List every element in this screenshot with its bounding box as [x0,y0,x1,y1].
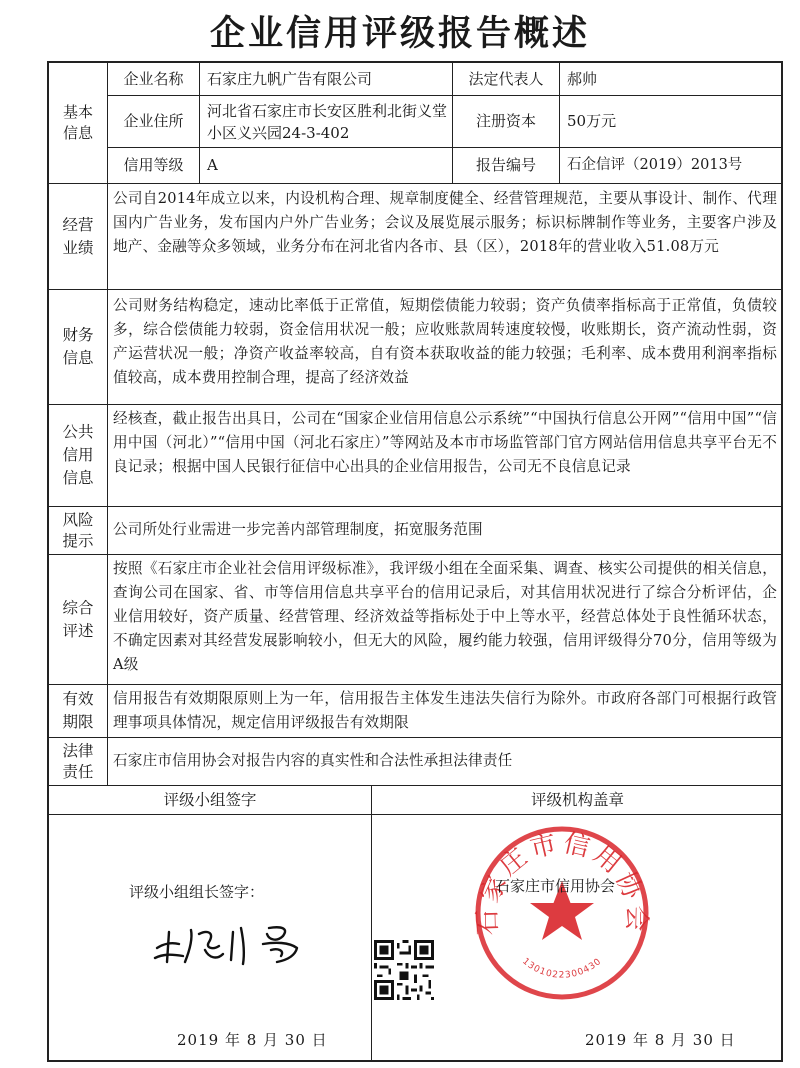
grade-label: 信用等级 [123,156,184,174]
rating-team-signature-header: 评级小组签字 [163,790,257,809]
basic-info-label: 基本 信息 [62,103,93,142]
section-divider [49,404,783,405]
validity-label: 有效 期限 [62,690,94,731]
agency-name: 石家庄市信用协会 [495,877,616,895]
business-label: 经营 业绩 [62,215,94,257]
company-name-label: 企业名称 [123,69,184,88]
business-text: 公司自2014年成立以来，内设机构合理、规章制度健全、经营管理规范，主要从事设计、制作、代理国内广告业务，发布国内户外广告业务；会议及展览展示服务；标识标牌制作等业务，主要客户涉及地产、金融等众多领域，业务分布在河北省内各市、县（区），2018年的营业收入51.08万元 [113,190,777,255]
svg-text:石家庄市信用协会: 石家庄市信用协会 [472,828,652,936]
handwritten-signature [149,918,319,968]
public-credit-text: 经核查，截止报告出具日，公司在“国家企业信用信息公示系统”“中国执行信息公开网”“信用中国”“信用中国（河北）”“信用中国（河北石家庄）”等网站及本市市场监管部门官方网站信用信息共享平台无不良记录；根据中国人民银行征信中心出具的企业信用报告，公司无不良信息记录 [113,410,777,475]
address-value: 河北省石家庄市长安区胜利北街义堂小区义兴园24-3-402 [207,101,448,142]
section-divider [49,684,783,685]
column-divider [559,63,560,183]
agency-seal-date: 2019 年 8 月 30 日 [585,1031,736,1049]
section-divider [49,289,783,290]
svg-text:1301022300430: 1301022300430 [520,956,604,981]
team-signature-date: 2019 年 8 月 30 日 [177,1031,328,1049]
report-no-label: 报告编号 [475,156,536,174]
agency-seal-header: 评级机构盖章 [530,790,624,809]
finance-text: 公司财务结构稳定，速动比率低于正常值，短期偿债能力较弱；资产负债率指标高于正常值，负债较多，综合偿债能力较弱，资金信用状况一般；应收账款周转速度较慢，收账期长，资产流动性弱，资产运营状况一般；净资产收益率较高，自有资本获取收益的能力较强；毛利率、成本费用利润率指标值较高，成本费用控制合理，提高了经济效益 [113,297,777,386]
section-divider [49,554,783,555]
section-divider [49,506,783,507]
signature-column-divider [371,785,372,1062]
legal-text: 石家庄市信用协会对报告内容的真实性和合法性承担法律责任 [113,752,513,769]
capital-value: 50万元 [567,112,617,130]
risk-label: 风险 提示 [62,510,94,550]
team-leader-signature-label: 评级小组组长签字： [129,883,265,901]
signature-header-divider [49,814,783,815]
capital-label: 注册资本 [475,112,536,130]
legal-rep-value: 郝帅 [567,69,598,88]
company-name-value: 石家庄九帆广告有限公司 [207,69,373,88]
report-no-value: 石企信评（2019）2013号 [567,157,743,173]
document-title: 企业信用评级报告概述 [209,14,590,54]
legal-rep-label: 法定代表人 [468,69,544,88]
finance-label: 财务 信息 [62,326,94,367]
report-table [47,61,783,1062]
public-credit-label: 公共 信用 信息 [62,423,94,487]
section-divider [49,737,783,738]
official-seal-stamp [472,823,652,1003]
qr-code[interactable] [374,940,434,1000]
validity-text: 信用报告有效期限原则上为一年，信用报告主体发生违法失信行为除外。市政府各部门可根据行政管理事项具体情况，规定信用评级报告有效期限 [113,690,777,731]
legal-label: 法律 责任 [62,741,94,781]
overall-text: 按照《石家庄市企业社会信用评级标准》，我评级小组在全面采集、调查、核实公司提供的相关信息，查询公司在国家、省、市等信用信息共享平台的信用记录后，对其信用状况进行了综合分析评估，企业信用较好，资产质量、经营管理、经济效益等指标处于中上等水平，经营总体处于良性循环状态，不确定因素对其经营发展影响较小，但无大的风险，履约能力较强，信用评级得分70分，信用等级为A级 [113,560,777,673]
overall-label: 综合 评述 [62,598,94,640]
section-divider [49,183,783,184]
grade-value: A [207,156,218,174]
column-divider [199,63,200,183]
address-label: 企业住所 [123,112,184,130]
risk-text: 公司所处行业需进一步完善内部管理制度，拓宽服务范围 [113,521,483,538]
